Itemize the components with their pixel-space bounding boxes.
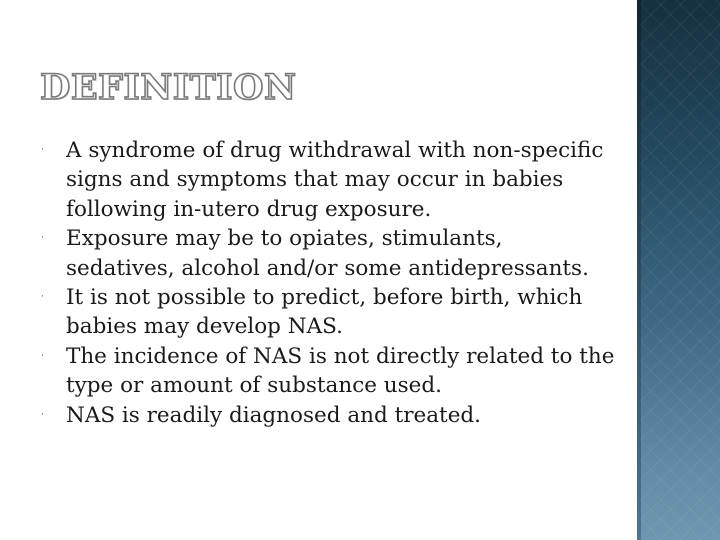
bullet-marker-icon: · <box>41 350 44 361</box>
bullet-item <box>36 136 616 224</box>
bullet-item <box>36 342 616 401</box>
bullet-text: Exposure may be to opiates, stimulants, sedatives, alcohol and/or some antidepressants. <box>66 226 589 281</box>
bullet-list <box>36 136 616 430</box>
bullet-item <box>36 401 616 430</box>
decorative-side-panel <box>641 0 720 540</box>
bullet-marker-icon: · <box>41 409 44 420</box>
bullet-text: The incidence of NAS is not directly related to the type or amount of substance used. <box>66 343 615 399</box>
bullet-item <box>36 224 616 283</box>
bullet-marker-icon: · <box>41 145 44 155</box>
bullet-text: A syndrome of drug withdrawal with non-specific signs and symptoms that may occur in babies following in-utero drug exposure. <box>66 138 604 222</box>
bullet-marker-icon: · <box>41 233 44 244</box>
slide-title: DEFINITION <box>40 67 297 108</box>
bullet-text: NAS is readily diagnosed and treated. <box>66 402 482 428</box>
bullet-marker-icon: · <box>41 292 44 303</box>
bullet-text: It is not possible to predict, before birth, which babies may develop NAS. <box>66 285 583 340</box>
bullet-item <box>36 283 616 342</box>
